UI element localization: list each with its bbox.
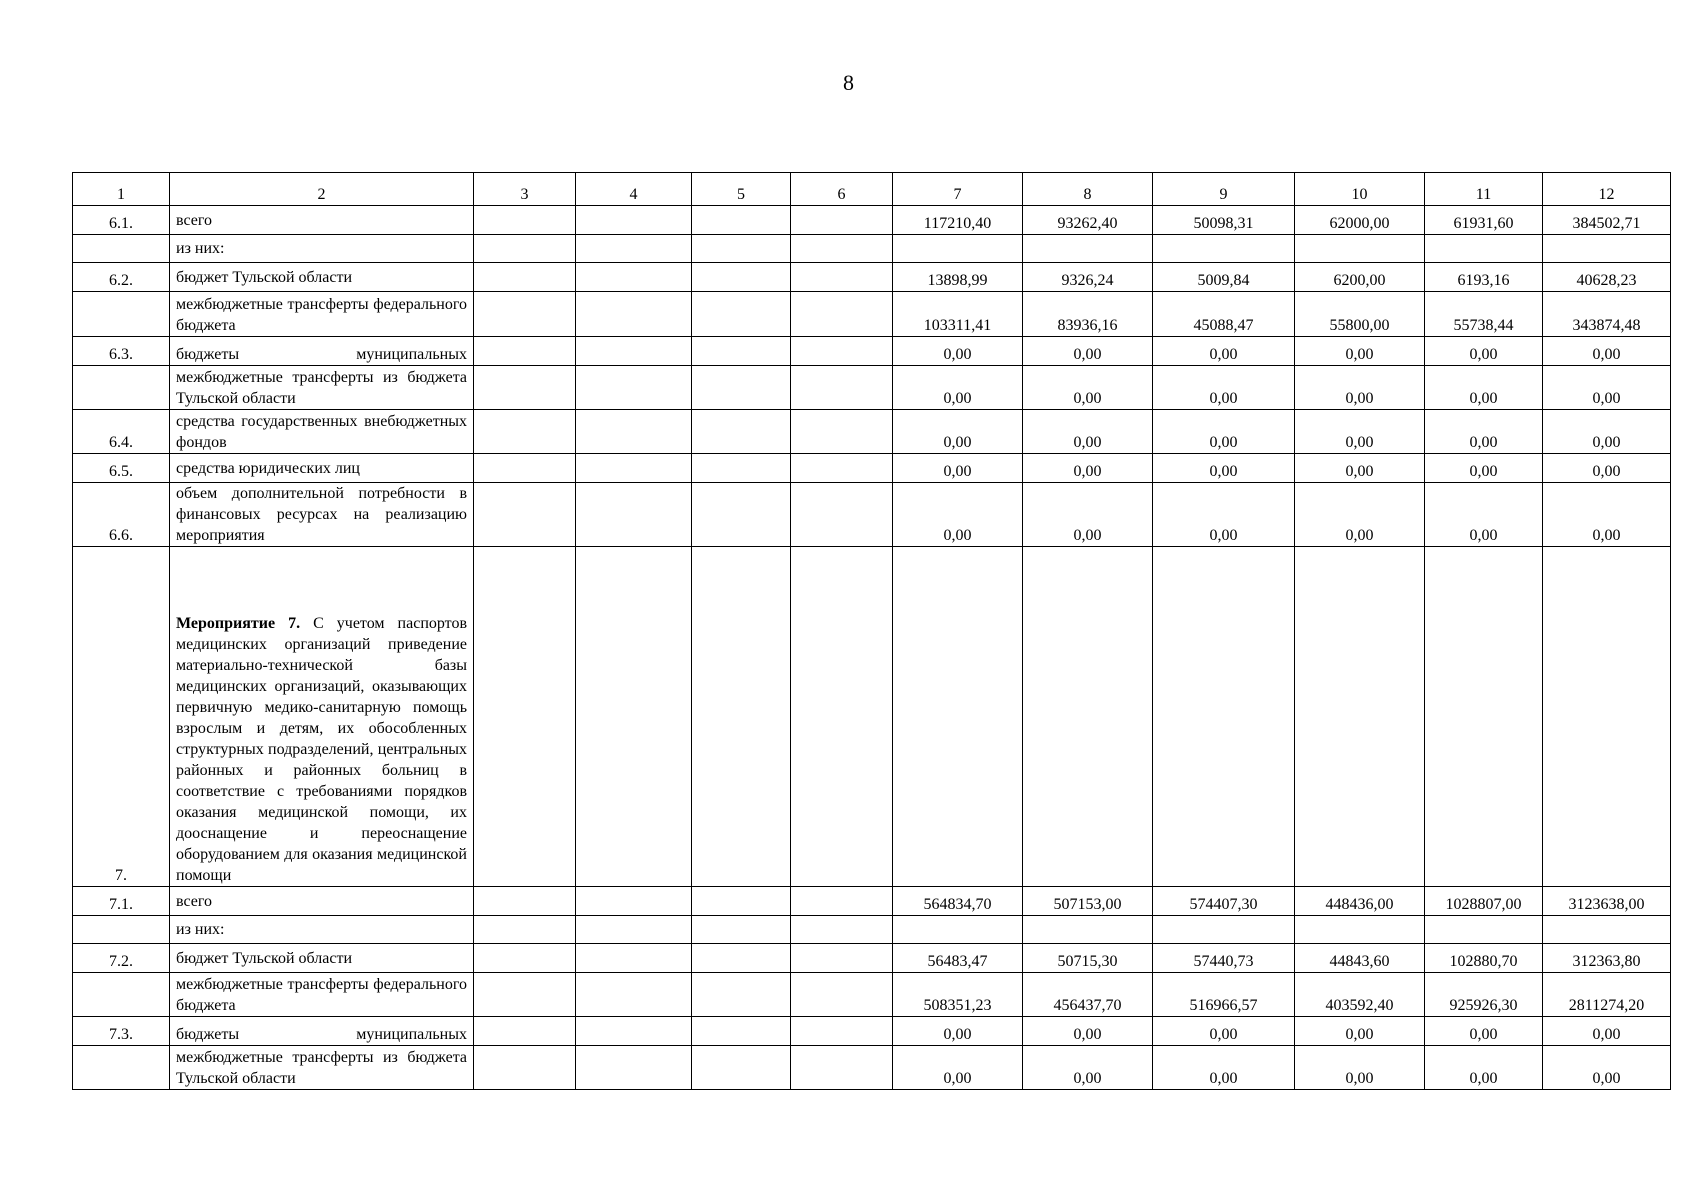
- row-description: межбюджетные трансферты федерального бюджета: [170, 292, 474, 337]
- row-number: 7.2.: [73, 944, 170, 973]
- value-cell: 1028807,00: [1425, 887, 1543, 916]
- table-row: [73, 887, 1671, 916]
- value-cell: 0,00: [893, 454, 1023, 483]
- value-cell: 0,00: [893, 337, 1023, 366]
- table-row: [73, 1017, 1671, 1046]
- value-cell: 0,00: [1295, 366, 1425, 410]
- value-cell: 0,00: [1023, 1017, 1153, 1046]
- value-cell: 50098,31: [1153, 206, 1295, 235]
- value-cell: 6193,16: [1425, 263, 1543, 292]
- row-description: межбюджетные трансферты из бюджета Тульской области: [170, 1046, 474, 1090]
- table-row: [73, 973, 1671, 1017]
- table-row: [73, 366, 1671, 410]
- value-cell: 9326,24: [1023, 263, 1153, 292]
- value-cell: 0,00: [1153, 1017, 1295, 1046]
- column-header: 2: [170, 173, 474, 206]
- value-cell: 0,00: [1543, 410, 1671, 454]
- row-description: из них:: [170, 916, 474, 944]
- row-number: 6.5.: [73, 454, 170, 483]
- row-number: 6.3.: [73, 337, 170, 366]
- column-header: 9: [1153, 173, 1295, 206]
- value-cell: 0,00: [1153, 366, 1295, 410]
- row-number: [73, 366, 170, 410]
- value-cell: 0,00: [1153, 483, 1295, 547]
- value-cell: 0,00: [1023, 366, 1153, 410]
- value-cell: 0,00: [893, 483, 1023, 547]
- row-number: 6.4.: [73, 410, 170, 454]
- value-cell: 56483,47: [893, 944, 1023, 973]
- row-description: межбюджетные трансферты из бюджета Тульской области: [170, 366, 474, 410]
- row-number: 6.1.: [73, 206, 170, 235]
- value-cell: 0,00: [1023, 483, 1153, 547]
- value-cell: 0,00: [1543, 1046, 1671, 1090]
- row-number: [73, 916, 170, 944]
- column-header: 6: [791, 173, 893, 206]
- value-cell: 6200,00: [1295, 263, 1425, 292]
- value-cell: 456437,70: [1023, 973, 1153, 1017]
- column-header: 5: [692, 173, 791, 206]
- value-cell: 0,00: [1023, 1046, 1153, 1090]
- row-description: [170, 547, 474, 887]
- value-cell: 0,00: [1543, 337, 1671, 366]
- value-cell: 61931,60: [1425, 206, 1543, 235]
- value-cell: 0,00: [893, 1046, 1023, 1090]
- value-cell: 55800,00: [1295, 292, 1425, 337]
- table-row: [73, 916, 1671, 944]
- value-cell: 564834,70: [893, 887, 1023, 916]
- row-number: [73, 292, 170, 337]
- row-description: бюджет Тульской области: [170, 944, 474, 973]
- value-cell: 0,00: [893, 410, 1023, 454]
- row-description: средства юридических лиц: [170, 454, 474, 483]
- table-row: [73, 1046, 1671, 1090]
- measure-title: Мероприятие 7.: [176, 615, 301, 632]
- value-cell: 93262,40: [1023, 206, 1153, 235]
- value-cell: 0,00: [1295, 483, 1425, 547]
- table-row: [73, 235, 1671, 263]
- value-cell: 0,00: [1295, 410, 1425, 454]
- measure-text: С учетом паспортов медицинских организаций приведение материально-технической базы медицинских организаций, оказывающих первичную медико-санитарную помощь взрослым и детям, их обособленных структурных подразделений, центральных районных и районных больниц в соответствие с требованиями порядков оказания медицинской помощи, их дооснащение и переоснащение оборудованием для оказания медицинской помощи: [176, 615, 467, 884]
- value-cell: 83936,16: [1023, 292, 1153, 337]
- value-cell: 0,00: [1295, 454, 1425, 483]
- column-header: 7: [893, 173, 1023, 206]
- page-number: 8: [843, 70, 854, 95]
- table-row: [73, 547, 1671, 887]
- table-row: [73, 454, 1671, 483]
- value-cell: 0,00: [1295, 1046, 1425, 1090]
- table-row: [73, 483, 1671, 547]
- value-cell: 55738,44: [1425, 292, 1543, 337]
- value-cell: 312363,80: [1543, 944, 1671, 973]
- header-row: [73, 173, 1671, 206]
- value-cell: 0,00: [1425, 1046, 1543, 1090]
- row-description: из них:: [170, 235, 474, 263]
- table-row: [73, 206, 1671, 235]
- value-cell: 0,00: [1023, 337, 1153, 366]
- value-cell: 343874,48: [1543, 292, 1671, 337]
- value-cell: 40628,23: [1543, 263, 1671, 292]
- value-cell: 0,00: [1295, 337, 1425, 366]
- value-cell: 0,00: [1543, 483, 1671, 547]
- value-cell: 507153,00: [1023, 887, 1153, 916]
- value-cell: 574407,30: [1153, 887, 1295, 916]
- column-header: 12: [1543, 173, 1671, 206]
- value-cell: 0,00: [1543, 454, 1671, 483]
- value-cell: 3123638,00: [1543, 887, 1671, 916]
- row-number: [73, 235, 170, 263]
- value-cell: 0,00: [1425, 337, 1543, 366]
- value-cell: 117210,40: [893, 206, 1023, 235]
- table-row: [73, 263, 1671, 292]
- value-cell: 57440,73: [1153, 944, 1295, 973]
- value-cell: 0,00: [1153, 410, 1295, 454]
- value-cell: 0,00: [1425, 1017, 1543, 1046]
- row-description: средства государственных внебюджетных фондов: [170, 410, 474, 454]
- value-cell: 0,00: [893, 366, 1023, 410]
- column-header: 1: [73, 173, 170, 206]
- value-cell: 0,00: [1425, 410, 1543, 454]
- row-description: межбюджетные трансферты федерального бюджета: [170, 973, 474, 1017]
- value-cell: 50715,30: [1023, 944, 1153, 973]
- value-cell: 103311,41: [893, 292, 1023, 337]
- value-cell: 0,00: [1023, 410, 1153, 454]
- value-cell: 44843,60: [1295, 944, 1425, 973]
- value-cell: 0,00: [1153, 1046, 1295, 1090]
- row-description-text: бюджеты муниципальных: [176, 346, 467, 363]
- column-header: 3: [474, 173, 576, 206]
- value-cell: 448436,00: [1295, 887, 1425, 916]
- row-description: всего: [170, 206, 474, 235]
- column-header: 10: [1295, 173, 1425, 206]
- value-cell: 516966,57: [1153, 973, 1295, 1017]
- row-number: 6.6.: [73, 483, 170, 547]
- column-header: 4: [576, 173, 692, 206]
- table-row: [73, 944, 1671, 973]
- value-cell: 0,00: [893, 1017, 1023, 1046]
- row-description: бюджет Тульской области: [170, 263, 474, 292]
- row-description-text: бюджеты муниципальных: [176, 1026, 467, 1043]
- column-header: 11: [1425, 173, 1543, 206]
- budget-table: [72, 172, 1671, 1090]
- value-cell: 0,00: [1153, 337, 1295, 366]
- column-header: 8: [1023, 173, 1153, 206]
- value-cell: 384502,71: [1543, 206, 1671, 235]
- row-number: 7.1.: [73, 887, 170, 916]
- row-description: всего: [170, 887, 474, 916]
- value-cell: 0,00: [1543, 366, 1671, 410]
- value-cell: 0,00: [1295, 1017, 1425, 1046]
- value-cell: 0,00: [1425, 366, 1543, 410]
- value-cell: 403592,40: [1295, 973, 1425, 1017]
- row-number: [73, 973, 170, 1017]
- table-row: [73, 337, 1671, 366]
- row-number: 7.: [73, 547, 170, 887]
- value-cell: 0,00: [1023, 454, 1153, 483]
- table-row: [73, 292, 1671, 337]
- value-cell: 0,00: [1425, 483, 1543, 547]
- row-number: [73, 1046, 170, 1090]
- value-cell: 13898,99: [893, 263, 1023, 292]
- value-cell: 0,00: [1153, 454, 1295, 483]
- value-cell: 0,00: [1425, 454, 1543, 483]
- row-number: 7.3.: [73, 1017, 170, 1046]
- row-description: [170, 1017, 474, 1046]
- value-cell: 2811274,20: [1543, 973, 1671, 1017]
- value-cell: 5009,84: [1153, 263, 1295, 292]
- value-cell: 45088,47: [1153, 292, 1295, 337]
- row-number: 6.2.: [73, 263, 170, 292]
- row-description: объем дополнительной потребности в финансовых ресурсах на реализацию мероприятия: [170, 483, 474, 547]
- value-cell: 925926,30: [1425, 973, 1543, 1017]
- row-description: [170, 337, 474, 366]
- value-cell: 102880,70: [1425, 944, 1543, 973]
- value-cell: 508351,23: [893, 973, 1023, 1017]
- value-cell: 0,00: [1543, 1017, 1671, 1046]
- value-cell: 62000,00: [1295, 206, 1425, 235]
- table-row: [73, 410, 1671, 454]
